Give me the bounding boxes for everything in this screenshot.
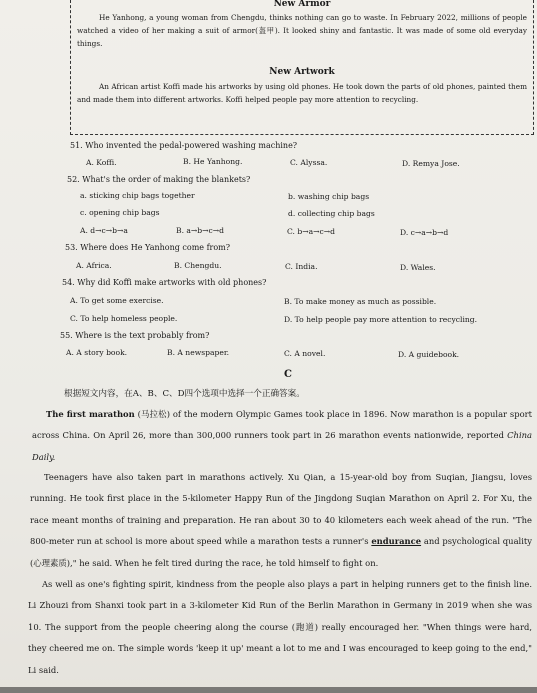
q54-option-b[interactable]: B. To make money as much as possible. (284, 297, 437, 306)
q52-option-c[interactable]: C. b→a→c→d (287, 227, 335, 236)
q54-option-a[interactable]: A. To get some exercise. (70, 296, 164, 305)
p2-keyword: endurance (371, 536, 422, 547)
q52-option-d[interactable]: D. c→a→b→d (400, 228, 449, 237)
paragraph-3: As well as one's fighting spirit, kindness from the people also plays a part in helping runners get to the finish line. Li Zhouzi from Shanxi took part in a 3-kilometer Kid Run of the Berlin Marathon in Germany in 2019 when she was 10. The support from the people cheering along the course (跑道) really encouraged her. "When things were hard, they cheered me on. The simple words 'keep it up' meant a lot to me and I was encouraged to keep going to the end," Li said. (28, 579, 532, 675)
q51-option-b[interactable]: B. He Yanhong. (183, 157, 243, 166)
p2-body-rest: and psychological quality (心理素质)," he said. When he felt tired during the race, he told himself to fight on. (30, 536, 533, 568)
q53-option-b[interactable]: B. Chengdu. (174, 261, 222, 270)
q52-option-a[interactable]: A. d→c→b→a (80, 226, 128, 235)
q55-option-b[interactable]: B. A newspaper. (167, 348, 230, 357)
q55-option-a[interactable]: A. A story book. (66, 348, 128, 357)
section-c-heading: C (284, 369, 292, 380)
q53-option-d[interactable]: D. Wales. (400, 263, 436, 272)
question-54: 54. Why did Koffi make artworks with old phones? (62, 278, 267, 287)
artwork-text: An African artist Koffi made his artworks by using old phones. He took down the parts of old phones, painted them and made them into different artworks. Koffi helped people pay more attention to recycling. (77, 82, 527, 104)
q53-option-a[interactable]: A. Africa. (76, 261, 112, 270)
q55-option-d[interactable]: D. A guidebook. (398, 350, 460, 359)
question-52: 52. What's the order of making the blankets? (67, 175, 251, 184)
artwork-title: New Artwork (269, 67, 335, 77)
q55-option-c[interactable]: C. A novel. (284, 349, 326, 358)
reading-box (70, 0, 534, 135)
p2-body: Teenagers have also taken part in marathons actively. Xu Qian, a 15-year-old boy from Suqian, Jiangsu, loves running. He took first place in the 5-kilometer Happy Run of the Jingdong Suqian Marathon on April 2. For Xu, the race meant months of training and preparation. He ran about 30 to 40 kilometers each week ahead of the run. "The 800-meter run at school is more about speed while a marathon tests a runner's (30, 472, 532, 547)
armor-title: New Armor (273, 0, 331, 9)
paragraph-1 (32, 404, 532, 468)
section-c-instruction: 根据短文内容，在A、B、C、D四个选项中选择一个正确答案。 (64, 389, 305, 399)
q51-option-a[interactable]: A. Koffi. (86, 158, 117, 167)
q54-option-d[interactable]: D. To help people pay more attention to recycling. (284, 315, 478, 324)
q52-option-b[interactable]: B. a→b→c→d (176, 226, 224, 235)
q52-step-d: d. collecting chip bags (288, 209, 375, 218)
p1-lead: The first marathon (46, 409, 135, 419)
question-53: 53. Where does He Yanhong come from? (65, 243, 231, 252)
page-edge-shadow (0, 687, 537, 693)
q52-step-c: c. opening chip bags (80, 208, 160, 217)
q51-option-c[interactable]: C. Alyssa. (290, 158, 328, 167)
q52-step-b: b. washing chip bags (288, 192, 370, 201)
q51-option-d[interactable]: D. Remya Jose. (402, 159, 460, 168)
q53-option-c[interactable]: C. India. (285, 262, 318, 271)
paragraph-2 (30, 467, 532, 574)
q54-option-c[interactable]: C. To help homeless people. (70, 314, 178, 323)
p1-body: (马拉松) of the modern Olympic Games took place in 1896. Now marathon is a popular sport across China. On April 26, more than 300,000 runners took part in 26 marathon events nationwide, reported (32, 409, 532, 441)
armor-text: He Yanhong, a young woman from Chengdu, thinks nothing can go to waste. In February 2022, millions of people watched a video of her making a suit of armor(盔甲). It looked shiny and fantastic. It was made of some old everyday things. (77, 13, 527, 48)
q52-step-a: a. sticking chip bags together (80, 191, 195, 200)
question-51: 51. Who invented the pedal-powered washing machine? (70, 141, 298, 150)
p1-source: China Daily. (32, 430, 533, 462)
question-55: 55. Where is the text probably from? (60, 331, 210, 340)
